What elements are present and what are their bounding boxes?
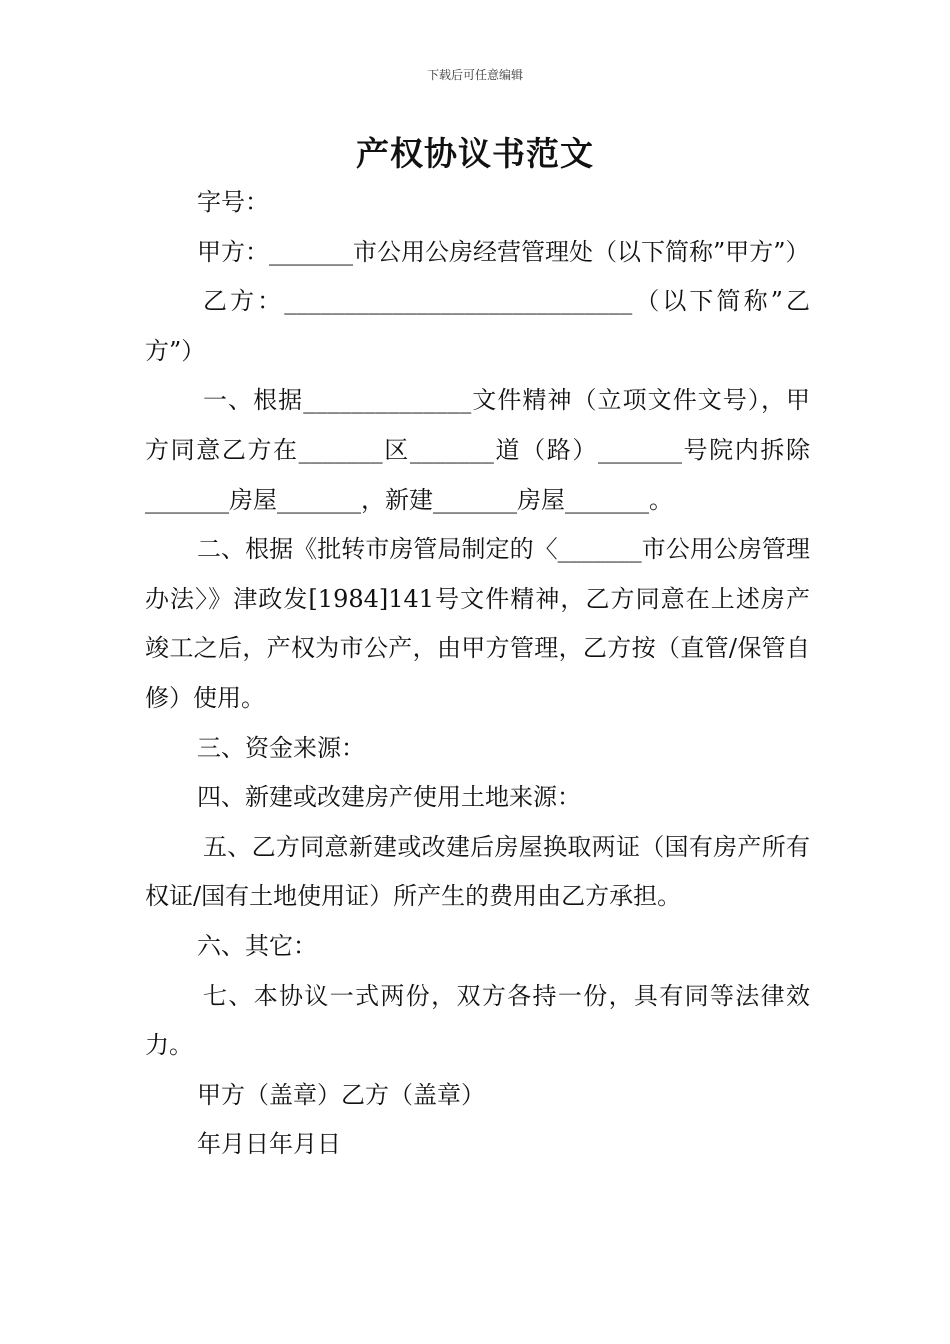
paragraph-clause-1: 一、根据______________文件精神（立项文件文号），甲方同意乙方在_______区_______道（路）_______号院内拆除_______房屋_______，新建_______房屋_______。 xyxy=(145,386,810,514)
paragraph-party-a: 甲方：_______市公用公房经营管理处（以下简称”甲方”） xyxy=(197,237,810,266)
paragraph-clause-2: 二、根据《批转市房管局制定的〈_______市公用公房管理办法〉》津政发[1984]141号文件精神，乙方同意在上述房产竣工之后，产权为市公产，由甲方管理，乙方按（直管/保管自修）使用。 xyxy=(145,535,810,712)
paragraph-party-b: 乙方：_____________________________（以下简称”乙方”） xyxy=(145,287,810,365)
document-title: 产权协议书范文 xyxy=(356,134,594,173)
paragraph-reference-number: 字号： xyxy=(197,188,269,216)
paragraph-clause-4: 四、新建或改建房产使用土地来源： xyxy=(197,783,581,812)
paragraph-clause-5: 五、乙方同意新建或改建后房屋换取两证（国有房产所有权证/国有土地使用证）所产生的费用由乙方承担。 xyxy=(145,832,810,911)
paragraph-signatures: 甲方（盖章）乙方（盖章） xyxy=(197,1080,485,1109)
paragraph-dates: 年月日年月日 xyxy=(197,1130,341,1159)
document-body xyxy=(145,178,810,1170)
download-note: 下载后可任意编辑 xyxy=(426,68,523,82)
paragraph-clause-7: 七、本协议一式两份，双方各持一份，具有同等法律效力。 xyxy=(145,981,810,1060)
paragraph-clause-3: 三、资金来源： xyxy=(197,733,365,762)
paragraph-clause-6: 六、其它： xyxy=(197,931,317,960)
